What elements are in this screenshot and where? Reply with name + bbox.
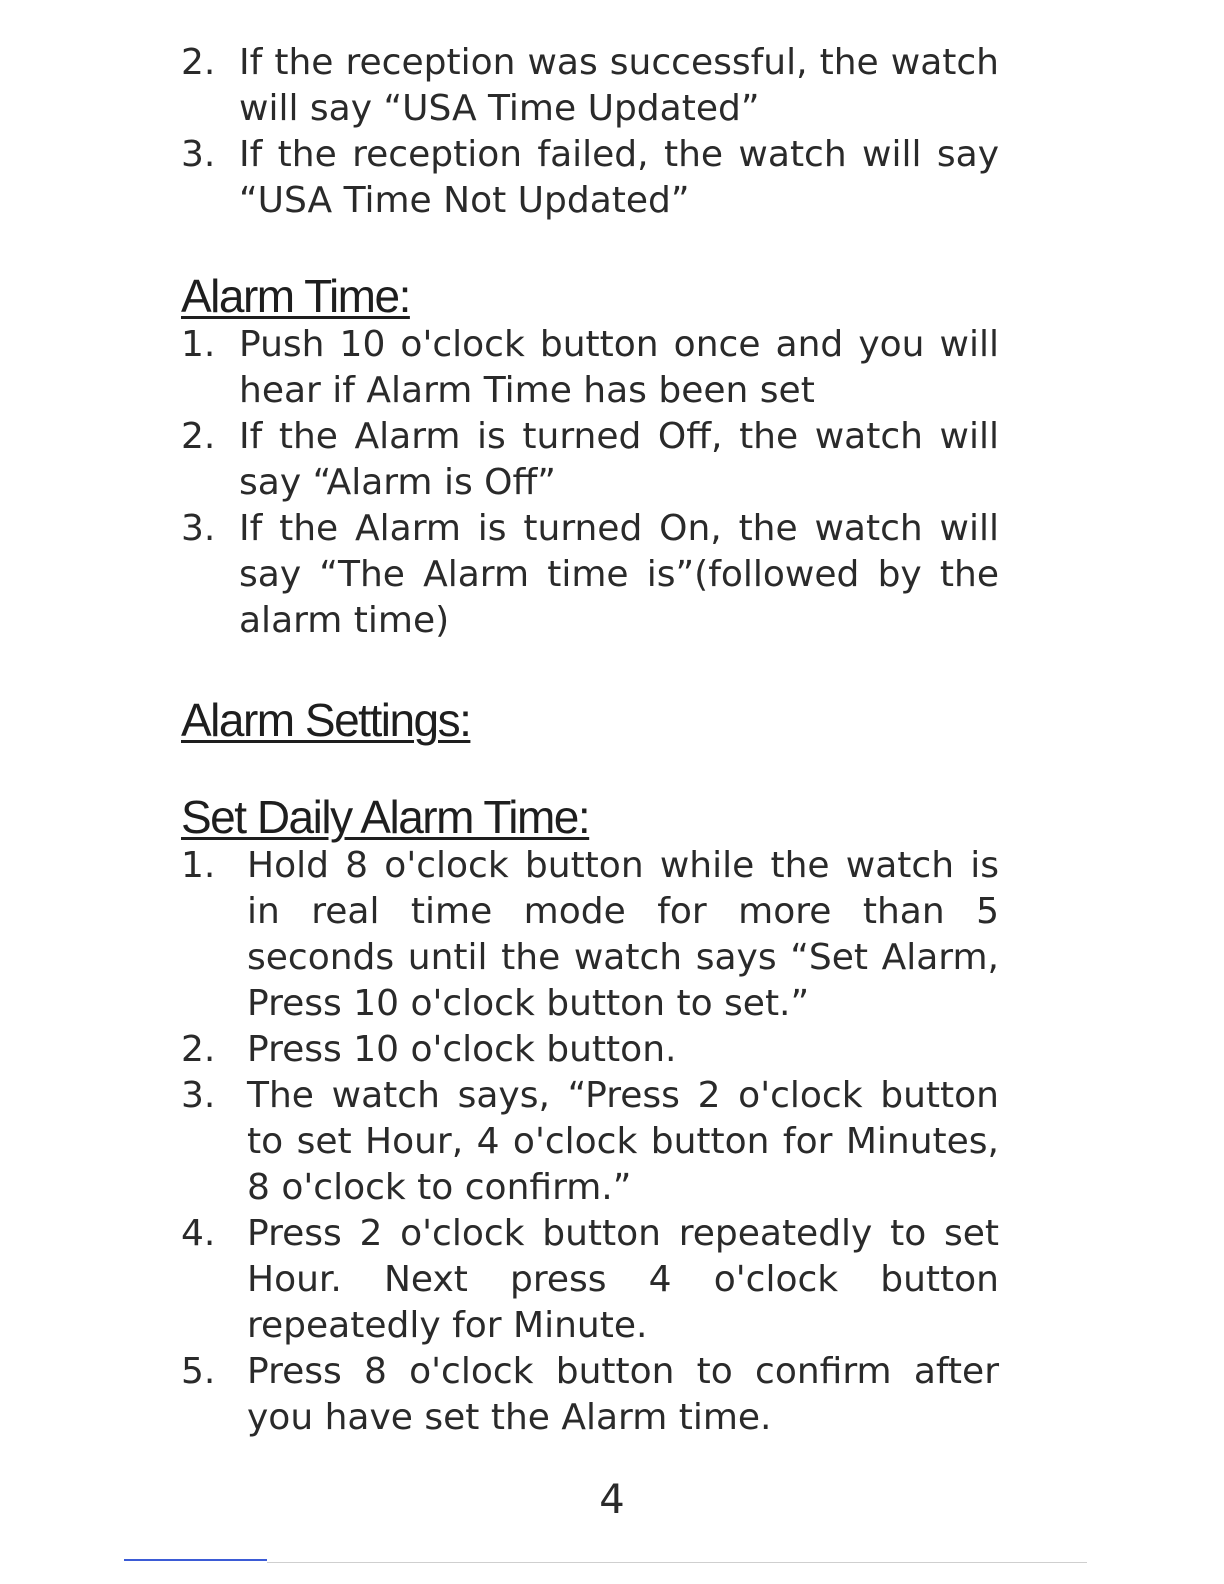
list-item <box>181 414 999 506</box>
list-item-text: Press 10 o'clock button. <box>247 1029 677 1070</box>
list-item <box>181 1349 999 1441</box>
footer-link-rule <box>124 1559 267 1561</box>
list-item-number: 2. <box>181 42 216 83</box>
list-item-text: If the Alarm is turned Off, the watch will say “Alarm is Off” <box>239 416 999 503</box>
list-item <box>181 1027 999 1073</box>
list-item-text: If the reception failed, the watch will say “USA Time Not Updated” <box>239 134 999 221</box>
list-item-number: 3. <box>181 134 216 175</box>
list-item <box>181 132 999 224</box>
list-item <box>181 1073 999 1211</box>
list-item-number: 4. <box>181 1213 216 1254</box>
list-item-number: 1. <box>181 324 216 365</box>
list-item-number: 2. <box>181 1029 216 1070</box>
list-item-number: 2. <box>181 416 216 457</box>
reception-result-list <box>181 40 999 224</box>
alarm-time-heading: Alarm Time: <box>181 270 410 322</box>
alarm-time-list <box>181 322 999 644</box>
set-daily-alarm-list <box>181 843 999 1441</box>
footer-divider <box>267 1562 1087 1563</box>
list-item-text: Push 10 o'clock button once and you will hear if Alarm Time has been set <box>239 324 999 411</box>
list-item <box>181 40 999 132</box>
alarm-settings-heading: Alarm Settings: <box>181 694 471 746</box>
set-daily-alarm-heading: Set Daily Alarm Time: <box>181 791 590 843</box>
list-item-text: Press 8 o'clock button to confirm after you have set the Alarm time. <box>247 1351 999 1438</box>
list-item-number: 1. <box>181 845 216 886</box>
list-item-text: If the reception was successful, the watch will say “USA Time Updated” <box>239 42 999 129</box>
list-item-text: If the Alarm is turned On, the watch will say “The Alarm time is”(followed by the alarm time) <box>239 508 999 641</box>
list-item-number: 5. <box>181 1351 216 1392</box>
list-item-text: Hold 8 o'clock button while the watch is in real time mode for more than 5 seconds until the watch says “Set Alarm, Press 10 o'clock button to set.” <box>247 845 999 1024</box>
document-page <box>181 40 999 1441</box>
page-number: 4 <box>599 1477 625 1523</box>
list-item <box>181 322 999 414</box>
list-item <box>181 1211 999 1349</box>
list-item-number: 3. <box>181 1075 216 1116</box>
list-item <box>181 843 999 1027</box>
list-item-text: Press 2 o'clock button repeatedly to set Hour. Next press 4 o'clock button repeatedly for Minute. <box>247 1213 999 1346</box>
list-item-number: 3. <box>181 508 216 549</box>
list-item-text: The watch says, “Press 2 o'clock button to set Hour, 4 o'clock button for Minutes, 8 o'clock to confirm.” <box>247 1075 999 1208</box>
list-item <box>181 506 999 644</box>
